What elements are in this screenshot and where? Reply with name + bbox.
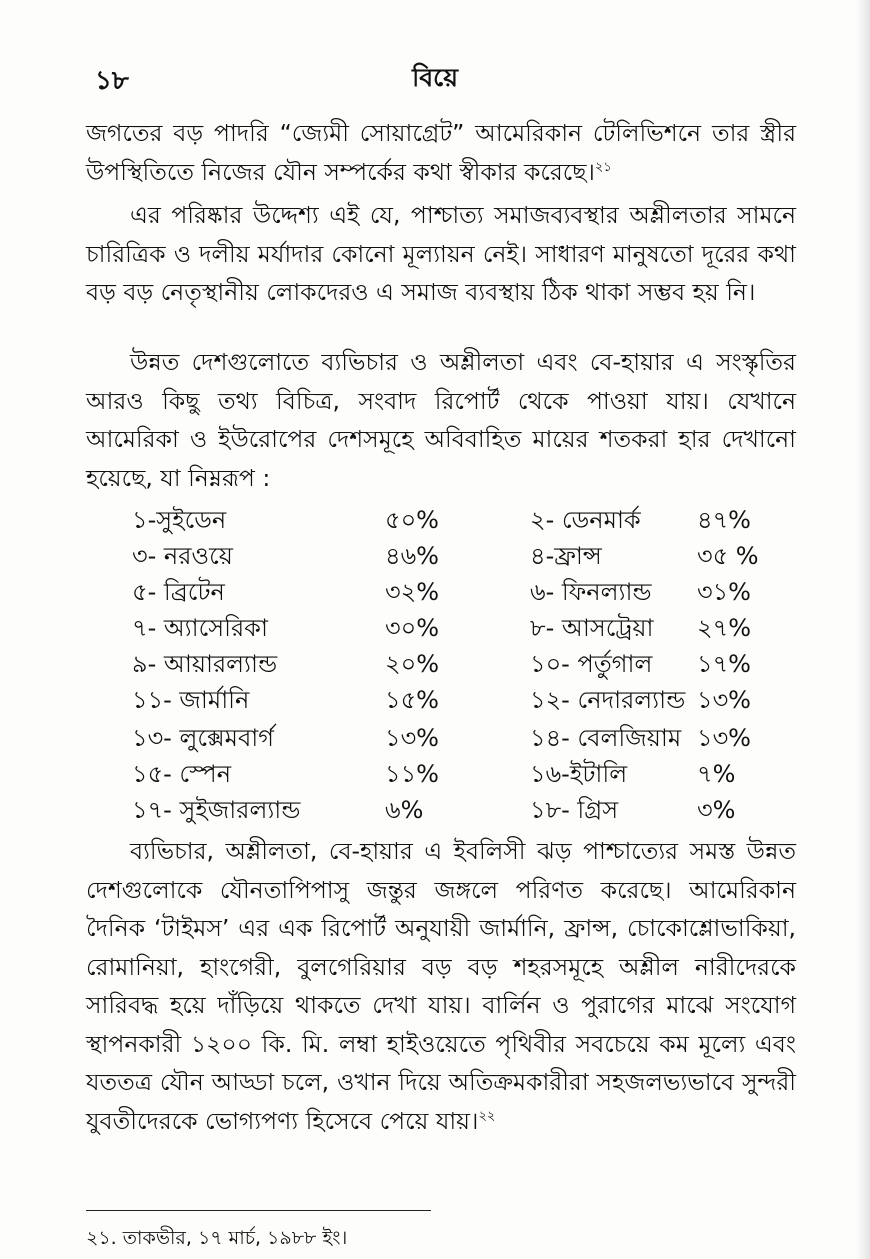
paragraph-1-text: জগতের বড় পাদরি “জ্যেমী সোয়াগ্রেট” আমেরিকান টেলিভিশনে তার স্ত্রীর উপস্থিতিতে নিজের যৌন সম্পর্কের কথা স্বীকার করেছে। [86,119,796,186]
table-row [0,574,870,610]
percentage-value: ২৭% [697,614,752,642]
paragraph-2-text: এর পরিষ্কার উদ্দেশ্য এই যে, পাশ্চাত্য সমাজব্যবস্থার অশ্লীলতার সামনে চারিত্রিক ও দলীয় মর্যাদার কোনো মূল্যায়ন নেই। সাধারণ মানুষতো দূরের কথা বড় বড় নেতৃস্থানীয় লোকদেরও এ সমাজ ব্যবস্থায় ঠিক থাকা সম্ভব হয় নি। [86,201,796,306]
country-label: ১৭- সুইজারল্যান্ড [132,796,301,824]
country-label: ১১- জার্মানি [132,686,250,714]
country-label: ১৮- গ্রিস [530,796,619,824]
country-label: ১-সুইডেন [132,506,227,534]
percentage-value: ৩২% [385,578,440,606]
table-row [0,502,870,538]
page-number: ১৮ [95,66,129,96]
percentage-value: ৪৬% [385,542,439,570]
percentage-value: ৩৫ % [697,542,759,570]
table-row [0,538,870,574]
percentage-value: ১৩% [385,724,439,752]
footnote-divider [86,1210,431,1211]
table-row [0,682,870,718]
country-label: ১৫- স্পেন [132,760,232,788]
country-label: ৩- নরওয়ে [132,542,233,570]
footnote-21: ২১. তাকভীর, ১৭ মার্চ, ১৯৮৮ ইং। [86,1227,348,1249]
percentage-value: ৩০% [385,614,440,642]
country-label: ১৬-ইটালি [530,760,628,788]
percentage-value: ১১% [385,760,439,788]
footnote-marker-21[interactable]: ২১ [594,159,612,175]
footnote-marker-22[interactable]: ২২ [478,1108,496,1124]
percentage-value: ১৩% [697,724,751,752]
percentage-value: ৬% [385,796,424,824]
paragraph-4 [86,832,796,1140]
percentage-value: ১৭% [697,650,751,678]
percentage-value: ৩% [697,796,736,824]
country-label: ২- ডেনমার্ক [530,506,641,534]
paragraph-4-text: ব্যভিচার, অশ্লীলতা, বে-হায়ার এ ইবলিসী ঝড় পাশ্চাত্যের সমস্ত উন্নত দেশগুলোকে যৌনতাপিপাসু জন্তুর জঙ্গলে পরিণত করেছে। আমেরিকান দৈনিক ‘টাইমস’ এর এক রিপোর্ট অনুযায়ী জার্মানি, ফ্রান্স, চোকোশ্লোভাকিয়া, রোমানিয়া, হাংগেরী, বুলগেরিয়ার বড় বড় শহরসমূহে অশ্লীল নারীদেরকে সারিবদ্ধ হয়ে দাঁড়িয়ে থাকতে দেখা যায়। বার্লিন ও পুরাগের মাঝে সংযোগ স্থাপনকারী ১২০০ কি. মি. লম্বা হাইওয়েতে পৃথিবীর সবচেয়ে কম মূল্যে এবং যততত্র যৌন আড্ডা চলে, ওখান দিয়ে অতিক্রমকারীরা সহজলভ্যভাবে সুন্দরী যুবতীদেরকে ভোগ্যপণ্য হিসেবে পেয়ে যায়। [86,837,796,1135]
country-label: ১২- নেদারল্যান্ড [530,686,686,714]
percentage-value: ১৫% [385,686,439,714]
country-label: ৪-ফ্রান্স [530,542,602,570]
percentage-value: ৪৭% [697,506,751,534]
paragraph-3-text: উন্নত দেশগুলোতে ব্যভিচার ও অশ্লীলতা এবং বে-হায়ার এ সংস্কৃতির আরও কিছু তথ্য বিচিত্র, সংবাদ রিপোর্ট থেকে পাওয়া যায়। যেখানে আমেরিকা ও ইউরোপের দেশসমূহে অবিবাহিত মায়ের শতকরা হার দেখানো হয়েছে, যা নিম্নরূপ : [86,348,796,492]
percentage-value: ২০% [385,650,440,678]
table-row [0,756,870,792]
percentage-value: ৭% [697,760,736,788]
table-row [0,646,870,682]
table-row [0,792,870,828]
country-label: ১৪- বেলজিয়াম [530,724,682,752]
country-label: ৫- ব্রিটেন [132,578,225,606]
country-label: ৭- অ্যাসেরিকা [132,614,268,642]
table-row [0,720,870,756]
country-label: ৬- ফিনল্যান্ড [530,578,652,606]
table-row [0,610,870,646]
country-label: ৯- আয়ারল্যান্ড [132,650,278,678]
percentage-value: ৫০% [385,506,439,534]
percentage-value: ১৩% [697,686,751,714]
running-head: বিয়ে [412,63,458,92]
percentage-value: ৩১% [697,578,751,606]
country-label: ৮- আসট্রেয়া [530,614,654,642]
country-label: ১৩- লুক্সেমবার্গ [132,724,275,752]
country-label: ১০- পর্তুগাল [530,650,653,678]
